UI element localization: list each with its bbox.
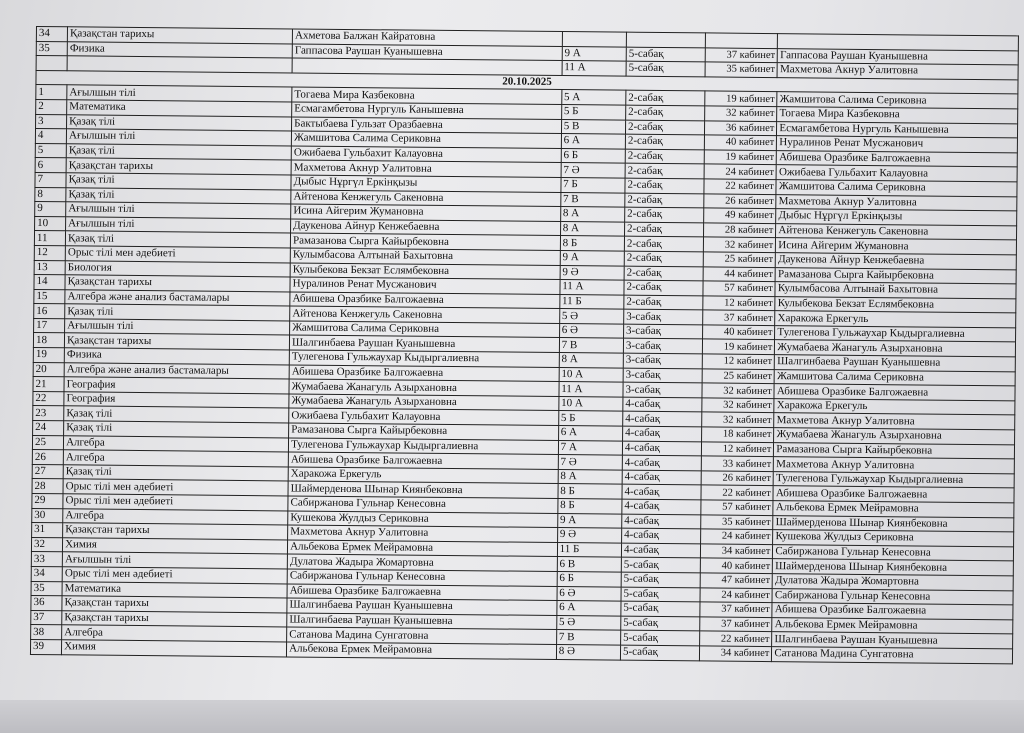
subject-cell: Қазақ тілі (66, 187, 291, 204)
row-number: 4 (35, 129, 66, 144)
lesson-cell: 3-сабақ (623, 382, 702, 397)
absent-teacher-cell: Айтенова Кенжегуль Сакеновна (290, 306, 560, 323)
absent-teacher-cell: Абишева Оразбике Балгожаевна (288, 452, 558, 469)
date-header: 20.10.2025 (36, 70, 1018, 94)
substitute-teacher-cell: Тогаева Мира Казбековна (777, 107, 1018, 124)
lesson-cell: 5-сабақ (626, 61, 705, 76)
room-cell: 22 кабинет (704, 179, 777, 194)
room-cell: 32 кабинет (702, 383, 775, 398)
room-cell (705, 33, 778, 48)
room-cell: 19 кабинет (705, 91, 778, 106)
row-number: 39 (30, 639, 61, 654)
subject-cell: Қазақстан тарихы (63, 523, 288, 540)
row-number: 37 (31, 610, 62, 625)
lesson-cell: 2-сабақ (626, 91, 705, 106)
absent-teacher-cell: Ахметова Балжан Кайратовна (292, 29, 562, 46)
room-cell: 34 кабинет (699, 646, 772, 661)
substitute-teacher-cell: Есмагамбетова Нургуль Канышевна (777, 121, 1018, 138)
substitute-teacher-cell: Харакожа Еркегуль (775, 311, 1016, 328)
room-cell: 22 кабинет (699, 631, 772, 646)
lesson-cell: 4-сабақ (621, 543, 700, 558)
room-cell: 32 кабинет (704, 106, 777, 121)
class-cell: 7 В (560, 192, 624, 207)
class-cell: 9 Ә (557, 528, 621, 543)
substitute-teacher-cell: Шаймерденова Шынар Киянбековна (773, 515, 1014, 532)
substitute-teacher-cell: Тулегенова Гульжаухар Кыдыргалиевна (773, 471, 1014, 488)
room-cell: 37 кабинет (700, 602, 773, 617)
row-number: 2 (36, 99, 67, 114)
lesson-cell: 2-сабақ (624, 236, 703, 251)
subject-cell: Математика (62, 581, 287, 598)
subject-cell: Қазақ тілі (66, 144, 291, 161)
absent-teacher-cell: Кушекова Жулдыз Сериковна (288, 511, 558, 528)
room-cell: 32 кабинет (703, 237, 776, 252)
class-cell: 11 А (559, 382, 623, 397)
subject-cell: Алгебра (62, 625, 287, 642)
substitute-teacher-cell: Жамшитова Салима Сериковна (776, 180, 1017, 197)
absent-teacher-cell: Альбекова Ермек Мейрамовна (288, 540, 558, 557)
lesson-cell: 2-сабақ (626, 105, 705, 120)
row-number: 1 (36, 85, 67, 100)
absent-teacher-cell: Даукенова Айнур Кенжебаевна (291, 219, 561, 236)
lesson-cell: 5-сабақ (621, 630, 700, 645)
subject-cell: Биология (65, 260, 290, 277)
lesson-cell: 3-сабақ (623, 353, 702, 368)
row-number: 26 (32, 450, 63, 465)
room-cell: 32 кабинет (701, 412, 774, 427)
row-number: 5 (35, 143, 66, 158)
row-number: 8 (35, 187, 66, 202)
substitute-teacher-cell: Сабиржанова Гульнар Кенесовна (773, 544, 1014, 561)
subject-cell: Алгебра және анализ бастамалары (65, 289, 290, 306)
row-number: 31 (32, 523, 63, 538)
substitute-teacher-cell: Абишева Оразбике Балгожаевна (774, 384, 1015, 401)
absent-teacher-cell: Сабиржанова Гульнар Кенесовна (287, 569, 557, 586)
class-cell: 8 А (558, 469, 622, 484)
class-cell: 7 Ә (561, 163, 625, 178)
substitute-teacher-cell: Махметова Акнур Уалитовна (774, 413, 1015, 430)
substitute-teacher-cell: Исина Айгерим Жумановна (776, 238, 1017, 255)
class-cell: 8 А (560, 221, 624, 236)
subject-cell: Қазақ тілі (63, 465, 288, 482)
substitute-teacher-cell: Кулыбекова Бекзат Еслямбековна (775, 296, 1016, 313)
class-cell: 11 А (562, 61, 626, 76)
room-cell: 49 кабинет (703, 208, 776, 223)
absent-teacher-cell: Жумабаева Жанагуль Азырхановна (289, 394, 559, 411)
room-cell: 26 кабинет (704, 193, 777, 208)
subject-cell: Физика (64, 348, 289, 365)
room-cell: 44 кабинет (703, 266, 776, 281)
room-cell: 35 кабинет (705, 62, 778, 77)
row-number: 17 (34, 318, 65, 333)
row-number: 23 (33, 406, 64, 421)
room-cell: 37 кабинет (705, 48, 778, 63)
substitute-teacher-cell: Жумабаева Жанагуль Азырхановна (774, 428, 1015, 445)
absent-teacher-cell: Жамшитова Салима Сериковна (290, 321, 560, 338)
room-cell: 25 кабинет (703, 252, 776, 267)
class-cell: 11 Б (557, 542, 621, 557)
class-cell: 8 Б (558, 484, 622, 499)
lesson-cell: 2-сабақ (625, 193, 704, 208)
absent-teacher-cell: Абишева Оразбике Балгожаевна (289, 365, 559, 382)
room-cell: 34 кабинет (700, 544, 773, 559)
absent-teacher-cell: Шалгинбаева Раушан Куанышевна (287, 598, 557, 615)
row-number: 6 (35, 158, 66, 173)
row-number: 28 (32, 479, 63, 494)
class-cell: 8 А (559, 353, 623, 368)
row-number: 29 (32, 493, 63, 508)
row-number: 35 (36, 41, 67, 56)
substitute-teacher-cell: Альбекова Ермек Мейрамовна (773, 501, 1014, 518)
class-cell (562, 32, 626, 47)
room-cell: 12 кабинет (702, 354, 775, 369)
lesson-cell: 5-сабақ (621, 587, 700, 602)
lesson-cell: 2-сабақ (624, 295, 703, 310)
substitution-table (30, 26, 1019, 664)
row-number: 7 (35, 172, 66, 187)
room-cell: 12 кабинет (701, 442, 774, 457)
lesson-cell: 2-сабақ (624, 280, 703, 295)
subject-cell: Орыс тілі мен әдебиеті (62, 567, 287, 584)
class-cell: 6 Ә (557, 586, 621, 601)
row-number: 18 (33, 333, 64, 348)
subject-cell: Алгебра (64, 435, 289, 452)
absent-teacher-cell: Альбекова Ермек Мейрамовна (287, 642, 557, 659)
room-cell: 47 кабинет (700, 573, 773, 588)
substitute-teacher-cell: Абишева Оразбике Балгожаевна (773, 486, 1014, 503)
substitute-teacher-cell: Абишева Оразбике Балгожаевна (777, 150, 1018, 167)
lesson-cell: 4-сабақ (622, 528, 701, 543)
row-number: 22 (33, 391, 64, 406)
subject-cell: Алгебра (63, 450, 288, 467)
subject-cell: Қазақстан тарихы (66, 158, 291, 175)
absent-teacher-cell: Исина Айгерим Жумановна (291, 204, 561, 221)
row-number: 27 (32, 464, 63, 479)
lesson-cell: 3-сабақ (624, 324, 703, 339)
absent-teacher-cell: Ожибаева Гульбахит Калауовна (291, 146, 561, 163)
subject-cell: Математика (67, 100, 292, 117)
room-cell: 40 кабинет (700, 558, 773, 573)
row-number: 25 (32, 435, 63, 450)
subject-cell: Қазақ тілі (64, 406, 289, 423)
subject-cell: Физика (67, 41, 292, 58)
lesson-cell: 5-сабақ (621, 558, 700, 573)
lesson-cell (626, 32, 705, 47)
row-number: 13 (34, 260, 65, 275)
lesson-cell: 2-сабақ (624, 251, 703, 266)
substitute-teacher-cell: Сабиржанова Гульнар Кенесовна (772, 588, 1013, 605)
lesson-cell: 4-сабақ (622, 455, 701, 470)
absent-teacher-cell: Махметова Акнур Уалитовна (288, 525, 558, 542)
lesson-cell: 3-сабақ (623, 339, 702, 354)
row-number: 34 (36, 27, 67, 42)
class-cell: 5 Ә (556, 615, 620, 630)
lesson-cell: 2-сабақ (625, 207, 704, 222)
room-cell: 24 кабинет (700, 529, 773, 544)
absent-teacher-cell: Ожибаева Гульбахит Калауовна (289, 408, 559, 425)
subject-cell: Қазақстан тарихы (62, 596, 287, 613)
row-number: 20 (33, 362, 64, 377)
subject-cell: Қазақстан тарихы (65, 333, 290, 350)
subject-cell: Ағылшын тілі (66, 129, 291, 146)
lesson-cell: 2-сабақ (624, 266, 703, 281)
room-cell: 12 кабинет (703, 296, 776, 311)
substitute-teacher-cell: Даукенова Айнур Кенжебаевна (776, 253, 1017, 270)
absent-teacher-cell: Дулатова Жадыра Жомартовна (287, 554, 557, 571)
lesson-cell: 2-сабақ (625, 178, 704, 193)
substitute-teacher-cell: Шаймерденова Шынар Киянбековна (773, 559, 1014, 576)
room-cell: 57 кабинет (701, 500, 774, 515)
class-cell: 10 А (559, 396, 623, 411)
subject-cell: Қазақ тілі (65, 304, 290, 321)
substitute-teacher-cell: Кушекова Жулдыз Сериковна (773, 530, 1014, 547)
row-number: 12 (34, 245, 65, 260)
subject-cell: Алгебра және анализ бастамалары (64, 362, 289, 379)
class-cell: 11 А (560, 280, 624, 295)
lesson-cell: 2-сабақ (625, 120, 704, 135)
subject-cell: Орыс тілі мен әдебиеті (63, 494, 288, 511)
substitute-teacher-cell: Шалгинбаева Раушан Куанышевна (772, 632, 1013, 649)
absent-teacher-cell: Шалгинбаева Раушан Куанышевна (290, 335, 560, 352)
subject-cell: Ағылшын тілі (66, 202, 291, 219)
room-cell: 18 кабинет (701, 427, 774, 442)
class-cell: 6 Б (557, 571, 621, 586)
lesson-cell: 2-сабақ (625, 164, 704, 179)
absent-teacher-cell: Тогаева Мира Казбековна (292, 87, 562, 104)
absent-teacher-cell: Махметова Акнур Уалитовна (291, 160, 561, 177)
subject-cell: Қазақ тілі (65, 231, 290, 248)
substitute-teacher-cell: Кулымбасова Алтынай Бахытовна (775, 282, 1016, 299)
row-number: 24 (33, 421, 64, 436)
absent-teacher-cell: Сатанова Мадина Сунгатовна (287, 627, 557, 644)
subject-cell: Ағылшын тілі (67, 85, 292, 102)
subject-cell: Орыс тілі мен әдебиеті (65, 246, 290, 263)
room-cell: 24 кабинет (700, 587, 773, 602)
row-number: 30 (32, 508, 63, 523)
subject-cell: Қазақстан тарихы (65, 275, 290, 292)
absent-teacher-cell: Кулымбасова Алтынай Бахытовна (290, 248, 560, 265)
room-cell: 33 кабинет (701, 456, 774, 471)
lesson-cell: 5-сабақ (620, 645, 699, 660)
substitute-teacher-cell: Жамшитова Салима Сериковна (774, 369, 1015, 386)
substitute-teacher-cell: Ожибаева Гульбахит Калауовна (776, 165, 1017, 182)
substitute-teacher-cell: Абишева Оразбике Балгожаевна (772, 603, 1013, 620)
class-cell: 9 А (557, 513, 621, 528)
subject-cell: Ағылшын тілі (62, 552, 287, 569)
subject-cell: Ағылшын тілі (65, 319, 290, 336)
class-cell: 6 А (557, 601, 621, 616)
lesson-cell: 4-сабақ (622, 470, 701, 485)
class-cell: 7 Ә (558, 455, 622, 470)
substitute-teacher-cell: Альбекова Ермек Мейрамовна (772, 617, 1013, 634)
lesson-cell: 4-сабақ (622, 485, 701, 500)
substitute-teacher-cell: Харакожа Еркегуль (774, 398, 1015, 415)
room-cell: 19 кабинет (704, 150, 777, 165)
class-cell: 9 А (562, 46, 626, 61)
substitute-teacher-cell: Тулегенова Гульжаухар Кыдыргалиевна (775, 325, 1016, 342)
room-cell: 22 кабинет (701, 485, 774, 500)
row-number: 32 (31, 537, 62, 552)
substitute-teacher-cell: Рамазанова Сырга Кайырбековна (774, 442, 1015, 459)
substitute-teacher-cell: Гаппасова Раушан Куанышевна (778, 48, 1019, 65)
row-number: 3 (36, 114, 67, 129)
page-shadow (0, 700, 1024, 733)
subject-cell: География (64, 377, 289, 394)
absent-teacher-cell: Жамшитова Салима Сериковна (291, 131, 561, 148)
row-number: 33 (31, 552, 62, 567)
class-cell: 8 Б (558, 499, 622, 514)
substitute-teacher-cell: Сатанова Мадина Сунгатовна (772, 647, 1013, 664)
absent-teacher-cell: Есмагамбетова Нургуль Канышевна (292, 102, 562, 119)
lesson-cell: 5-сабақ (621, 572, 700, 587)
row-number: 38 (31, 625, 62, 640)
class-cell: 7 А (558, 440, 622, 455)
subject-cell: Қазақ тілі (66, 173, 291, 190)
schedule-rows (30, 85, 1017, 664)
room-cell: 28 кабинет (703, 223, 776, 238)
room-cell: 36 кабинет (704, 120, 777, 135)
class-cell: 11 Б (560, 294, 624, 309)
substitute-teacher-cell: Махметова Акнур Уалитовна (776, 194, 1017, 211)
class-cell: 6 Б (561, 148, 625, 163)
row-number: 14 (34, 275, 65, 290)
subject-cell: Химия (63, 538, 288, 555)
subject-cell: Қазақ тілі (64, 421, 289, 438)
absent-teacher-cell: Рамазанова Сырга Кайырбековна (289, 423, 559, 440)
lesson-cell: 2-сабақ (625, 149, 704, 164)
class-cell: 5 А (561, 90, 625, 105)
class-cell: 8 Ә (556, 644, 620, 659)
class-cell: 7 В (556, 630, 620, 645)
lesson-cell: 4-сабақ (623, 412, 702, 427)
substitute-teacher-cell: Махметова Акнур Уалитовна (774, 457, 1015, 474)
class-cell: 10 А (559, 367, 623, 382)
absent-teacher-cell: Нуралинов Ренат Мусжанович (290, 277, 560, 294)
class-cell: 6 Ә (559, 323, 623, 338)
class-cell: 7 Б (561, 177, 625, 192)
room-cell: 57 кабинет (703, 281, 776, 296)
substitute-teacher-cell: Дыбыс Нұргүл Еркінқызы (776, 209, 1017, 226)
room-cell: 37 кабинет (702, 310, 775, 325)
lesson-cell: 5-сабақ (626, 47, 705, 62)
lesson-cell: 4-сабақ (622, 514, 701, 529)
class-cell: 8 Б (560, 236, 624, 251)
room-cell: 25 кабинет (702, 369, 775, 384)
room-cell: 19 кабинет (702, 339, 775, 354)
row-number: 10 (35, 216, 66, 231)
row-number: 16 (34, 304, 65, 319)
row-number: 35 (31, 581, 62, 596)
class-cell: 6 А (558, 426, 622, 441)
subject-cell: Қазақстан тарихы (67, 27, 292, 44)
lesson-cell: 5-сабақ (621, 616, 700, 631)
absent-teacher-cell: Жумабаева Жанагуль Азырхановна (289, 379, 559, 396)
absent-teacher-cell: Гаппасова Раушан Куанышевна (292, 44, 562, 61)
row-number: 9 (35, 202, 66, 217)
class-cell: 5 Б (561, 105, 625, 120)
row-number: 34 (31, 566, 62, 581)
room-cell: 32 кабинет (702, 398, 775, 413)
absent-teacher-cell: Дыбыс Нұргүл Еркінқызы (291, 175, 561, 192)
lesson-cell: 2-сабақ (624, 222, 703, 237)
lesson-cell: 4-сабақ (623, 426, 702, 441)
class-cell: 5 Ә (559, 309, 623, 324)
lesson-cell: 4-сабақ (622, 499, 701, 514)
row-number: 15 (34, 289, 65, 304)
class-cell: 9 Ә (560, 265, 624, 280)
substitute-teacher-cell: Нуралинов Ренат Мусжанович (777, 136, 1018, 153)
absent-teacher-cell: Тулегенова Гульжаухар Кыдыргалиевна (289, 350, 559, 367)
room-cell: 40 кабинет (702, 325, 775, 340)
class-cell: 5 В (561, 119, 625, 134)
class-cell: 8 А (560, 207, 624, 222)
absent-teacher-cell: Кулыбекова Бекзат Еслямбековна (290, 262, 560, 279)
room-cell: 26 кабинет (701, 471, 774, 486)
row-number: 19 (33, 348, 64, 363)
substitute-teacher-cell: Шалгинбаева Раушан Куанышевна (775, 355, 1016, 372)
subject-cell: Химия (62, 640, 287, 657)
absent-teacher-cell: Тулегенова Гульжаухар Кыдыргалиевна (289, 438, 559, 455)
class-cell: 5 Б (558, 411, 622, 426)
substitute-teacher-cell: Айтенова Кенжегуль Сакеновна (776, 223, 1017, 240)
absent-teacher-cell: Абишева Оразбике Балгожаевна (290, 292, 560, 309)
subject-cell: География (64, 392, 289, 409)
absent-teacher-cell: Шаймерденова Шынар Киянбековна (288, 481, 558, 498)
lesson-cell: 5-сабақ (621, 601, 700, 616)
substitute-teacher-cell: Махметова Акнур Уалитовна (777, 63, 1018, 80)
room-cell: 24 кабинет (704, 164, 777, 179)
absent-teacher-cell: Бактыбаева Гульзат Оразбаевна (292, 117, 562, 134)
subject-cell: Ағылшын тілі (66, 217, 291, 234)
absent-teacher-cell: Рамазанова Сырга Кайырбековна (290, 233, 560, 250)
class-cell: 7 В (559, 338, 623, 353)
class-cell: 6 А (561, 134, 625, 149)
lesson-cell: 3-сабақ (623, 368, 702, 383)
absent-teacher-cell: Сабиржанова Гульнар Кенесовна (288, 496, 558, 513)
room-cell: 35 кабинет (700, 514, 773, 529)
row-number: 36 (31, 596, 62, 611)
subject-cell: Алгебра (63, 508, 288, 525)
substitute-teacher-cell: Жамшитова Салима Сериковна (777, 92, 1018, 109)
absent-teacher-cell: Абишева Оразбике Балгожаевна (287, 584, 557, 601)
subject-cell: Қазақстан тарихы (62, 611, 287, 628)
absent-teacher-cell: Шалгинбаева Раушан Куанышевна (287, 613, 557, 630)
row-number: 21 (33, 377, 64, 392)
row-number: 11 (34, 231, 65, 246)
class-cell: 6 В (557, 557, 621, 572)
lesson-cell: 2-сабақ (625, 134, 704, 149)
lesson-cell: 4-сабақ (622, 441, 701, 456)
subject-cell: Орыс тілі мен әдебиеті (63, 479, 288, 496)
absent-teacher-cell: Харакожа Еркегуль (288, 467, 558, 484)
lesson-cell: 4-сабақ (623, 397, 702, 412)
substitute-teacher-cell: Дулатова Жадыра Жомартовна (772, 574, 1013, 591)
room-cell: 40 кабинет (704, 135, 777, 150)
subject-cell: Қазақ тілі (67, 114, 292, 131)
class-cell: 9 А (560, 250, 624, 265)
lesson-cell: 3-сабақ (624, 309, 703, 324)
room-cell: 37 кабинет (700, 617, 773, 632)
row-number (36, 56, 67, 71)
absent-teacher-cell: Айтенова Кенжегуль Сакеновна (291, 189, 561, 206)
substitute-teacher-cell: Рамазанова Сырга Кайырбековна (775, 267, 1016, 284)
substitute-teacher-cell: Жумабаева Жанагуль Азырхановна (775, 340, 1016, 357)
